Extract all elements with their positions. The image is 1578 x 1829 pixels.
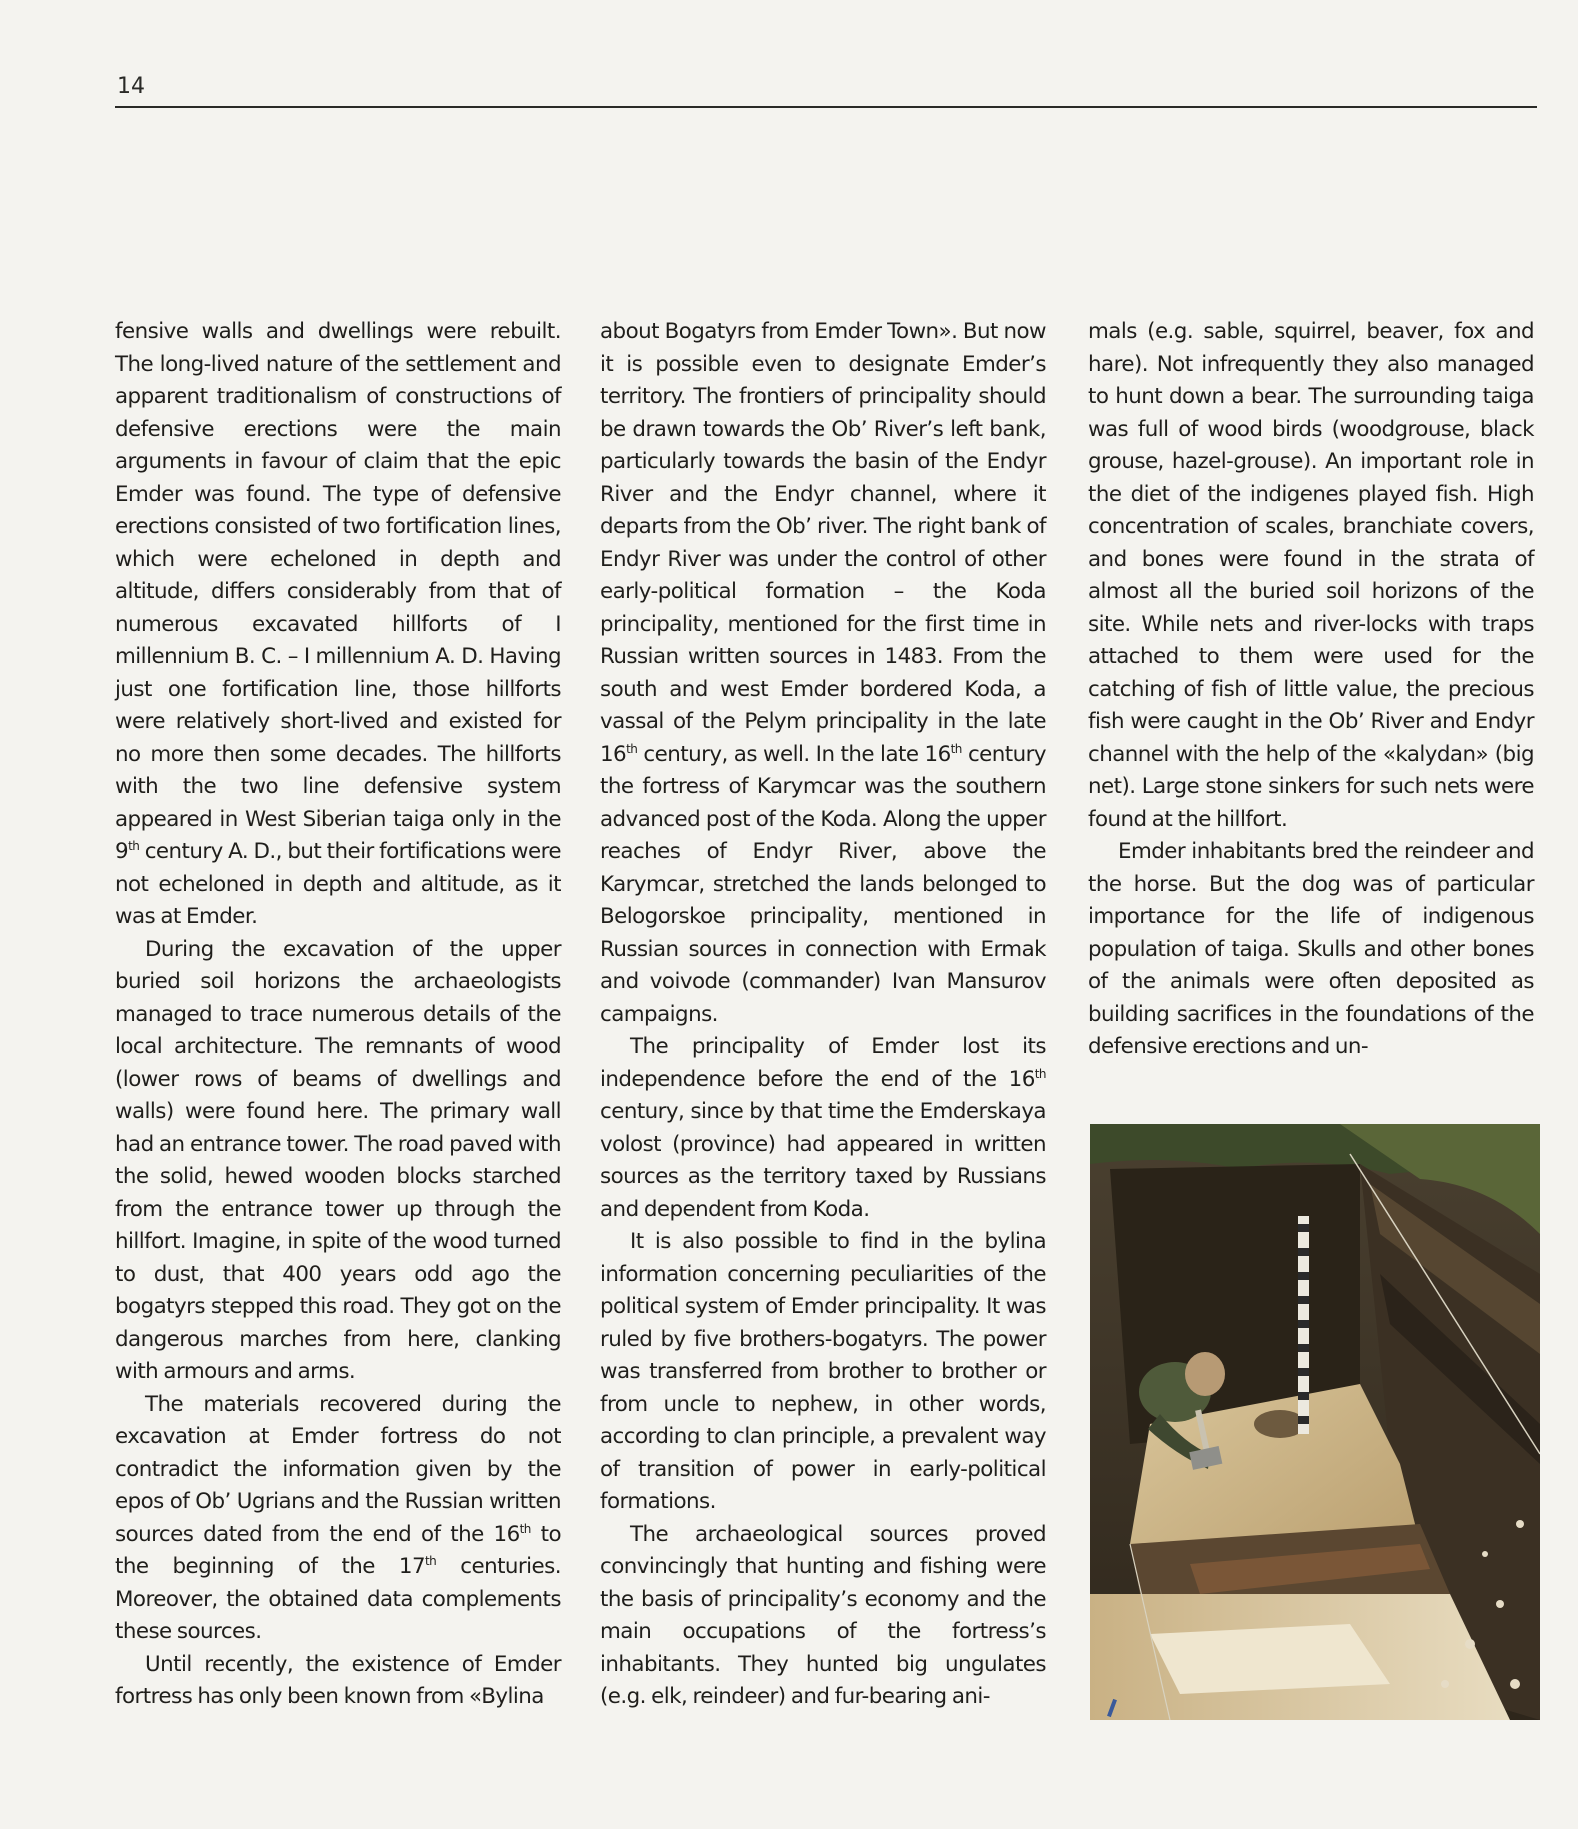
superscript: th [950,741,962,756]
text-column-1 [115,316,561,1714]
paragraph-text: centuries. Moreover, the obtained data complements these sources. [115,1554,562,1644]
paragraph-text: The materials recovered during the excavation at Emder fortress do not contradict the information given by the epos of Ob’ Ugrians and the Russian written sources dated from the end of the 16 [115,1391,561,1547]
paragraph-text: century, as well. In the late 16 [637,741,951,767]
paragraph-text: to the beginning of the 17 [115,1521,561,1579]
paragraph-text: fensive walls and dwellings were rebuilt. The long-lived nature of the settlement and apparent traditionalism of constructions of defensive erections were the main arguments in favour of claim that the epic Emder was found. The type of defensive erections consisted of two fortification lines, which were echeloned in depth and altitude, differs considerably from that of numerous excavated hillforts of I millennium B. C. – I millennium A. D. Having just one fortification line, those hillforts were relatively short-lived and existed for no more then some decades. The hillforts with the two line defensive system appeared in West Siberian taiga only in the [115,319,561,832]
superscript: th [425,1553,437,1568]
header-rule [115,106,1537,108]
superscript: th [1034,1066,1046,1081]
paragraph-text: century, since by that time the Emderskaya volost (province) had appeared in written sources as the territory taxed by Russians and dependent from Koda. [600,1099,1046,1222]
paragraph [600,316,1046,1031]
paragraph-text: about Bogatyrs from Emder Town». But now it is possible even to designate Emder’s territory. The frontiers of principality should be drawn towards the Ob’ River’s left bank, particularly towards the basin of the Endyr River and the Endyr channel, where it departs from the Ob’ river. The right bank of Endyr River was under the control of other early-political formation – the Koda principality, mentioned for the first time in Russian written sources in 1483. From the south and west Emder bordered Koda, a vassal of the Pelym principality in the late 16 [600,319,1046,767]
paragraph: Emder inhabitants bred the reindeer and the horse. But the dog was of particular importance for the life of indigenous population of taiga. Skulls and other bones of the animals were often deposited as building sacrifices in the foundations of the defensive erections and un- [1088,839,1534,1059]
paragraph [115,316,561,934]
paragraph-text: century A. D., but their fortifications were not echeloned in depth and altitude, as it was at Emder. [115,839,561,929]
paragraph: During the excavation of the upper buried soil horizons the archaeologists managed to trace numerous details of the local architecture. The remnants of wood (lower rows of beams of dwellings and walls) were found here. The primary wall had an entrance tower. The road paved with the solid, hewed wooden blocks starched from the entrance tower up through the hillfort. Imagine, in spite of the wood turned to dust, that 400 years odd ago the bogatyrs stepped this road. They got on the dangerous marches from here, clanking with armours and arms. [115,936,561,1384]
paragraph-text: The principality of Emder lost its independence before the end of the 16 [600,1034,1046,1092]
paragraph-text: century the fortress of Karymcar was the southern advanced post of the Koda. Along the upper reaches of Endyr River, above the Karymcar, stretched the lands belonged to Belogorskoe principality, mentioned in Russian sources in connection with Ermak and voivode (commander) Ivan Mansurov campaigns. [600,741,1046,1027]
superscript: th [128,838,140,853]
paragraph: mals (e.g. sable, squirrel, beaver, fox and hare). Not infrequently they also managed to hunt down a bear. The surrounding taiga was full of wood birds (woodgrouse, black grouse, hazel-grouse). An important role in the diet of the indigenes played fish. High concentration of scales, branchiate covers, and bones were found in the strata of almost all the buried soil horizons of the site. While nets and river-locks with traps attached to them were used for the catching of fish of little value, the precious fish were caught in the Ob’ River and Endyr channel with the help of the «kalydan» (big net). Large stone sinkers for such nets were found at the hillfort. [1088,319,1534,832]
paragraph [115,1389,561,1649]
excavation-photo [1090,1124,1540,1720]
page-number: 14 [117,74,145,99]
text-column-3 [1088,316,1534,1064]
paragraph: The archaeological sources proved convincingly that hunting and fishing were the basis of principality’s economy and the main occupations of the fortress’s inhabitants. They hunted big ungulates (e.g. elk, reindeer) and fur-bearing ani- [600,1521,1046,1709]
text-number: 9 [115,839,129,864]
superscript: th [626,741,638,756]
excavation-photo-illustration [1090,1124,1540,1720]
paragraph: Until recently, the existence of Emder fortress has only been known from «Bylina [115,1651,561,1709]
text-column-2 [600,316,1046,1714]
paragraph [600,1031,1046,1226]
paragraph: It is also possible to find in the bylina information concerning peculiarities of the political system of Emder principality. It was ruled by five brothers-bogatyrs. The power was transferred from brother to brother or from uncle to nephew, in other words, according to clan principle, a prevalent way of transition of power in early-political formations. [600,1229,1046,1514]
superscript: th [519,1521,531,1536]
